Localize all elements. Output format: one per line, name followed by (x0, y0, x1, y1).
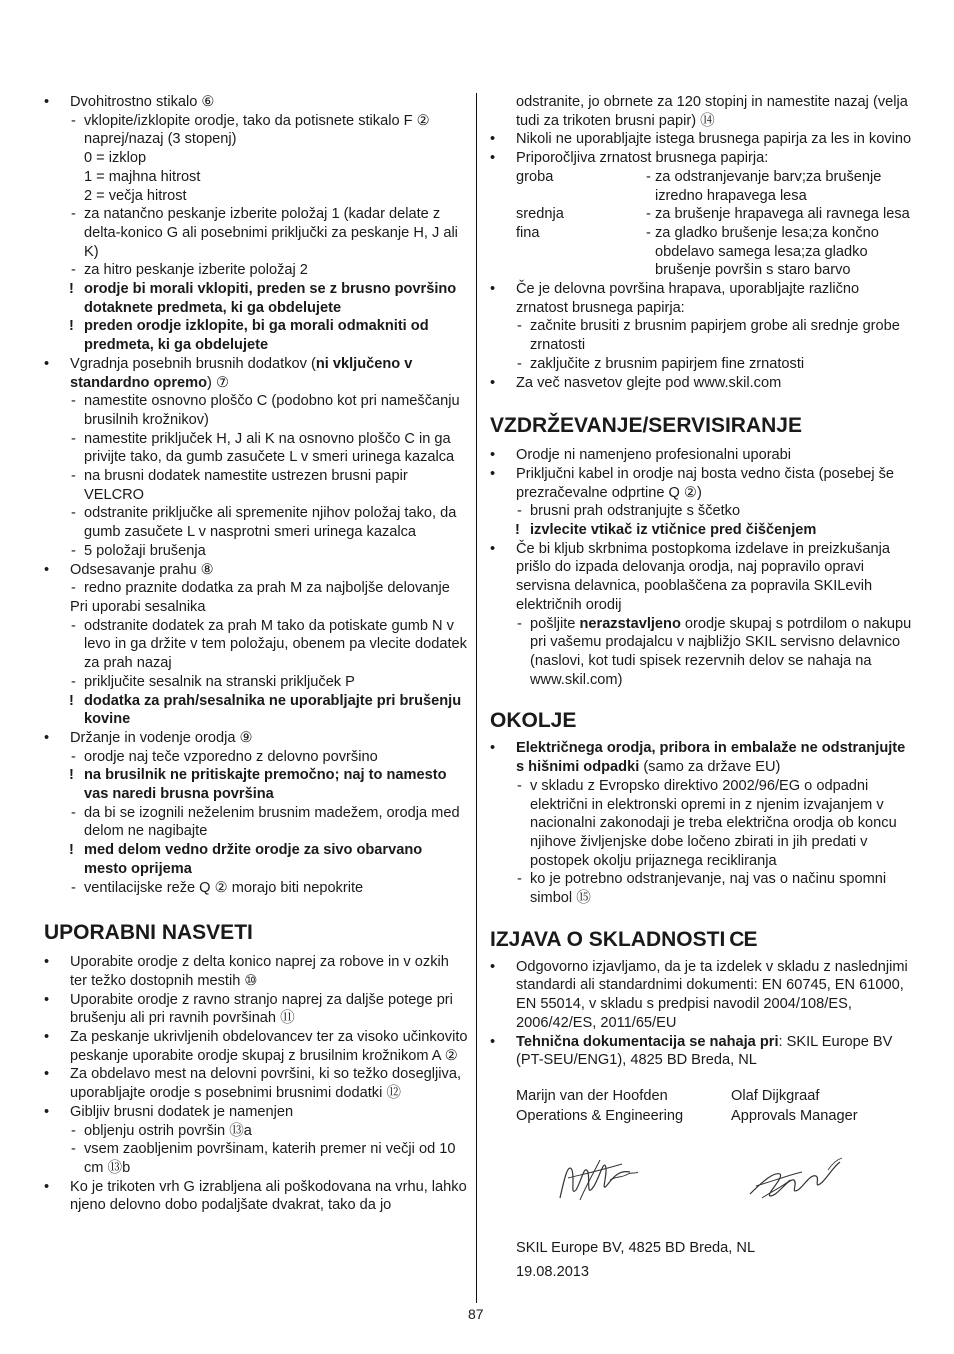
dash-icon: - (71, 1122, 76, 1139)
bullet-icon: • (44, 1029, 50, 1046)
dash-icon: - (71, 112, 76, 129)
list-item (490, 870, 915, 907)
item-text: v skladu z Evropsko direktivo 2002/96/EG o odpadni električni in elektronski opremi in z njenim izvajanjem v nacionalni zakonodaji je treba električna orodja ob koncu njihove življenjske dobe ločeno zbirati in jih predati v postopek okolju prijaznega recikliranja (530, 777, 897, 869)
signatory-2-role: Approvals Manager (731, 1107, 858, 1124)
item-text: na brusilnik ne pritiskajte premočno; naj to namesto vas naredi brusna površina (84, 767, 447, 803)
dash-icon: - (71, 262, 76, 279)
bullet-icon: • (44, 94, 50, 110)
list-item (44, 355, 468, 392)
declaration-list (490, 958, 915, 1070)
dash-icon: - (71, 206, 76, 223)
page-number: 87 (468, 1306, 484, 1322)
bullet-icon: • (490, 131, 496, 148)
list-item (44, 392, 468, 429)
bullet-icon: • (44, 954, 50, 971)
item-text: Če je delovna površina hrapava, uporabljajte različno zrnatost brusnega papirja: (516, 281, 860, 316)
warning-icon: ! (515, 522, 520, 539)
signatory-2 (731, 1086, 858, 1126)
list-item (44, 879, 468, 898)
list-item (490, 317, 915, 354)
list-item (44, 598, 468, 617)
grit-description (646, 168, 915, 205)
list-item (44, 280, 468, 317)
grit-term: groba (516, 168, 554, 185)
item-text: zaključite z brusnim papirjem fine zrnatosti (530, 355, 805, 372)
item-text: obljenju ostrih površin ⑬a (84, 1122, 252, 1139)
item-text: orodje bi morali vklopiti, preden se z brusno površino dotaknete predmeta, ki ga obdelujete (84, 281, 457, 316)
list-item (44, 991, 468, 1028)
signature-2-icon (744, 1150, 844, 1208)
company-address: SKIL Europe BV, 4825 BD Breda, NL (516, 1239, 756, 1256)
list-item (490, 739, 915, 776)
bullet-icon: • (44, 561, 50, 578)
item-bold-text: Električnega orodja, pribora in embalaže ne odstranjujte s hišnimi odpadki (516, 740, 906, 776)
declaration-date: 19.08.2013 (516, 1263, 590, 1280)
list-item (44, 1103, 468, 1122)
list-item (44, 729, 468, 748)
item-text: Priključni kabel in orodje naj bosta vedno čista (posebej še prezračevalne odprtine Q ②) (516, 465, 895, 501)
signature-1-icon (550, 1150, 640, 1208)
bullet-icon: • (44, 729, 50, 746)
item-text: na brusni dodatek namestite ustrezen brusni papir VELCRO (84, 468, 408, 503)
environment-list (490, 739, 915, 907)
item-text: vklopite/izklopite orodje, tako da potisnete stikalo F ② naprej/nazaj (3 stopenj) (84, 112, 430, 148)
list-item (44, 561, 468, 580)
warning-icon: ! (69, 318, 74, 335)
list-item (490, 280, 915, 317)
warning-icon: ! (69, 692, 74, 709)
bullet-icon: • (490, 958, 496, 975)
dash-icon: - (517, 318, 522, 335)
dash-icon: - (517, 777, 522, 794)
list-item (490, 93, 915, 130)
tips-list (44, 953, 468, 1215)
item-text: orodje naj teče vzporedno z delovno površino (84, 748, 378, 765)
list-item (44, 673, 468, 692)
list-item (44, 1122, 468, 1141)
bullet-icon: • (44, 1178, 50, 1195)
item-text: odstranite dodatek za prah M tako da potiskate gumb N v levo in ga držite v tem položaju, obenem pa vlecite dodatek za prah nazaj (84, 617, 467, 672)
dash-icon: - (71, 804, 76, 821)
dash-icon: - (517, 355, 522, 372)
warning-icon: ! (69, 767, 74, 784)
list-item (490, 958, 915, 1033)
dash-icon: - (71, 393, 76, 410)
bullet-icon: • (44, 1066, 50, 1083)
bullet-icon: • (44, 1103, 50, 1120)
bullet-icon: • (490, 1033, 496, 1050)
signatory-2-name: Olaf Dijkgraaf (731, 1087, 820, 1104)
signature-block (490, 1086, 915, 1236)
bullet-icon: • (490, 374, 496, 391)
signatory-1-name: Marijn van der Hoofden (516, 1087, 668, 1104)
bullet-icon: • (44, 355, 50, 372)
item-text: 5 položaji brušenja (84, 542, 206, 559)
item-text: ventilacijske reže Q ② morajo biti nepokrite (84, 879, 364, 896)
bullet-icon: • (490, 465, 496, 482)
item-text: priključite sesalnik na stranski priključek P (84, 673, 355, 690)
list-item (44, 579, 468, 598)
item-text: Za obdelavo mest na delovni površini, ki so težko dosegljiva, uporabljajte orodje s posebnimi brusnimi dodatki ⑫ (70, 1066, 461, 1102)
list-item (44, 168, 468, 187)
list-item (490, 374, 915, 393)
item-text: Odgovorno izjavljamo, da je ta izdelek v skladu z naslednjimi standardi ali standardnimi dokumenti: EN 60745, EN 61000, EN 55014, v skladu s predpisi navodil 2004/108/ES, 2006/42/ES, 2011/65/EU (516, 958, 908, 1031)
bullet-icon: • (490, 281, 496, 298)
declaration-footer (490, 1236, 915, 1284)
right-column (490, 93, 915, 1284)
item-text: 1 = majhna hitrost (84, 168, 201, 185)
list-item (44, 467, 468, 504)
left-column (44, 93, 468, 1215)
list-item (490, 149, 915, 168)
item-text-after: orodje skupaj s potrdilom o nakupu pri vašemu prodajalcu v najbližjo SKIL servisno delavnico (naslovi, kot tudi spisek rezervnih delov se nahaja na www.skil.com) (530, 615, 912, 688)
item-text: namestite osnovno ploščo C (podobno kot pri nameščanju brusilnih krožnikov) (84, 393, 460, 428)
item-text: brusni prah odstranjujte s ščetko (530, 503, 741, 520)
item-text: Nikoli ne uporabljajte istega brusnega papirja za les in kovino (516, 131, 912, 148)
item-text: preden orodje izklopite, bi ga morali odmakniti od predmeta, ki ga obdelujete (84, 318, 429, 354)
maintenance-list (490, 446, 915, 689)
bullet-icon: • (490, 540, 496, 557)
list-item (490, 521, 915, 540)
dash-icon: - (71, 580, 76, 597)
grit-description-text: za gladko brušenje lesa;za končno obdelavo samega lesa;za gladko brušenje površin s staro barvo (655, 224, 879, 279)
grit-description-text: za odstranjevanje barv;za brušenje izredno hrapavega lesa (655, 168, 882, 204)
list-item (44, 112, 468, 149)
list-item (44, 748, 468, 767)
bullet-icon: • (490, 740, 496, 757)
grit-term: srednja (516, 206, 564, 223)
item-text: pošljite (530, 615, 580, 632)
list-item (44, 317, 468, 354)
item-bold-text: ni vključeno v standardno opremo (70, 355, 413, 391)
list-item (44, 804, 468, 841)
list-item (44, 841, 468, 878)
list-item (44, 953, 468, 990)
item-text-after: (samo za države EU) (639, 759, 781, 776)
item-text: za hitro peskanje izberite položaj 2 (84, 262, 308, 279)
list-item (44, 187, 468, 206)
list-item (44, 1028, 468, 1065)
item-text: da bi se izognili neželenim brusnim madežem, orodja med delom ne nagibajte (84, 804, 460, 840)
list-item (44, 542, 468, 561)
grit-description-text: za brušenje hrapavega ali ravnega lesa (655, 206, 910, 223)
dash-icon: - (71, 673, 76, 690)
list-item (44, 261, 468, 280)
heading-tips: UPORABNI NASVETI (44, 921, 253, 945)
list-item (490, 777, 915, 871)
heading-maintenance: VZDRŽEVANJE/SERVISIRANJE (490, 414, 802, 438)
list-item (44, 617, 468, 673)
item-text-after: ) ⑦ (207, 374, 230, 391)
item-text: 0 = izklop (84, 150, 147, 167)
bullet-icon: • (44, 991, 50, 1008)
item-bold-text: nerazstavljeno (579, 615, 681, 632)
grit-row (490, 205, 915, 224)
item-text: začnite brusiti z brusnim papirjem grobe ali srednje grobe zrnatosti (530, 318, 900, 354)
dash-icon: - (646, 168, 651, 185)
item-text: med delom vedno držite orodje za sivo obarvano mesto oprijema (84, 842, 423, 877)
item-text: dodatka za prah/sesalnika ne uporabljajte pri brušenju kovine (84, 692, 462, 728)
dash-icon: - (71, 617, 76, 634)
declaration-title: IZJAVA O SKLADNOSTI (490, 927, 726, 951)
item-text: Gibljiv brusni dodatek je namenjen (70, 1103, 294, 1120)
dash-icon: - (646, 224, 651, 241)
column-divider (476, 93, 477, 1303)
item-text: odstranite priključke ali spremenite njihov položaj tako, da gumb zasučete L v nasprotni smeri urinega kazalca (84, 505, 457, 541)
item-text: Vgradnja posebnih brusnih dodatkov ( (70, 355, 316, 372)
warning-icon: ! (69, 281, 74, 298)
heading-environment: OKOLJE (490, 709, 577, 733)
list-item (44, 205, 468, 261)
list-item (490, 446, 915, 465)
item-text: Ko je trikoten vrh G izrabljena ali poškodovana na vrhu, lahko njeno delovno dobo podaljšate dvakrat, tako da jo (70, 1178, 467, 1214)
right-top-list (490, 93, 915, 168)
item-text: Orodje ni namenjeno profesionalni uporabi (516, 447, 792, 464)
dash-icon: - (71, 505, 76, 522)
item-text: Uporabite orodje z delta konico naprej za robove in v ozkih ter težko dostopnih mestih ⑩ (70, 954, 449, 989)
item-text: ko je potrebno odstranjevanje, naj vas o načinu spomni simbol ⑮ (530, 871, 887, 907)
item-text: Uporabite orodje z ravno stranjo naprej za daljše potege pri brušenju ali pri ravnih površinah ⑪ (70, 991, 453, 1027)
list-item (44, 1065, 468, 1102)
item-text-after: : SKIL Europe BV (PT-SEU/ENG1), 4825 BD Breda, NL (516, 1033, 893, 1069)
item-text: Če bi kljub skrbnima postopkoma izdelave in preizkušanja prišlo do izpada delovanja orodja, naj popravilo opravi servisna delavnica, pooblaščena za popravila SKILevih električnih orodij (516, 540, 890, 613)
item-text: redno praznite dodatka za prah M za najboljše delovanje (84, 580, 450, 597)
list-item (490, 615, 915, 690)
grit-description (646, 205, 915, 224)
signatory-1-role: Operations & Engineering (516, 1107, 684, 1124)
list-item (490, 355, 915, 374)
item-text: namestite priključek H, J ali K na osnovno ploščo C in ga privijte tako, da gumb zasučete L v smeri urinega kazalca (84, 430, 455, 466)
dash-icon: - (71, 748, 76, 765)
item-text: Držanje in vodenje orodja ⑨ (70, 729, 253, 746)
dash-icon: - (71, 879, 76, 896)
dash-icon: - (71, 430, 76, 447)
item-text: 2 = večja hitrost (84, 187, 187, 204)
grit-description (646, 224, 915, 280)
dash-icon: - (646, 206, 651, 223)
list-item (490, 1033, 915, 1070)
list-item (490, 540, 915, 615)
item-bold-text: Tehnična dokumentacija se nahaja pri (516, 1033, 779, 1050)
ce-mark-icon: CE (729, 927, 757, 951)
item-text: Dvohitrostno stikalo ⑥ (70, 94, 215, 110)
item-text: odstranite, jo obrnete za 120 stopinj in namestite nazaj (velja tudi za trikoten brusni papir) ⑭ (516, 94, 908, 129)
operation-list (44, 93, 468, 897)
item-text: Za več nasvetov glejte pod www.skil.com (516, 374, 782, 391)
list-item (490, 130, 915, 149)
grit-row (490, 168, 915, 205)
dash-icon: - (71, 468, 76, 485)
list-item (490, 465, 915, 502)
item-text: Pri uporabi sesalnika (70, 598, 206, 615)
list-item (44, 93, 468, 112)
item-text: Za peskanje ukrivljenih obdelovancev ter za visoko učinkovito peskanje uporabite orodje skupaj z brusilnim krožnikom A ② (70, 1029, 468, 1064)
grit-row (490, 224, 915, 280)
item-text: vsem zaobljenim površinam, katerih premer ni večji od 10 cm ⑬b (84, 1141, 456, 1176)
right-after-table-list (490, 280, 915, 392)
item-text: za natančno peskanje izberite položaj 1 (kadar delate z delta-konico G ali posebnimi priključki za peskanje H, J ali K) (84, 206, 458, 260)
item-text: Odsesavanje prahu ⑧ (70, 561, 214, 578)
bullet-icon: • (490, 150, 496, 167)
grit-table (490, 168, 915, 280)
list-item (44, 766, 468, 803)
list-item (44, 1140, 468, 1177)
bullet-icon: • (490, 447, 496, 464)
list-item (44, 430, 468, 467)
warning-icon: ! (69, 842, 74, 859)
dash-icon: - (517, 503, 522, 520)
dash-icon: - (517, 871, 522, 888)
list-item (44, 149, 468, 168)
list-item (490, 502, 915, 521)
list-item (44, 1178, 468, 1215)
item-text: Priporočljiva zrnatost brusnega papirja: (516, 150, 769, 167)
list-item (44, 692, 468, 729)
dash-icon: - (71, 542, 76, 559)
list-item (44, 504, 468, 541)
dash-icon: - (71, 1141, 76, 1158)
heading-declaration (490, 928, 915, 952)
item-text: izvlecite vtikač iz vtičnice pred čiščenjem (530, 522, 817, 539)
dash-icon: - (517, 615, 522, 632)
grit-term: fina (516, 224, 540, 241)
signatory-1 (516, 1086, 683, 1126)
